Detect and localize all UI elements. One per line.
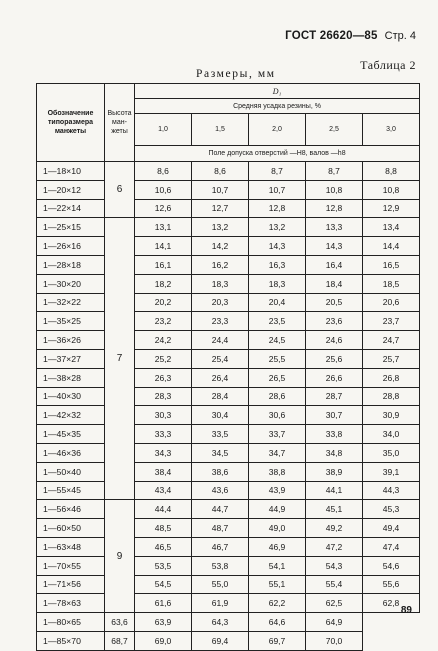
d1-value-cell: 8,7	[306, 162, 363, 181]
d1-value-cell: 34,8	[306, 443, 363, 462]
d1-value-cell: 38,6	[192, 462, 249, 481]
d1-value-cell: 34,3	[135, 443, 192, 462]
d1-value-cell: 34,7	[249, 443, 306, 462]
shrinkage-header: Средняя усадка резины, %	[135, 99, 420, 114]
d1-value-cell: 8,6	[192, 162, 249, 181]
table-row	[37, 331, 420, 350]
table-row	[37, 274, 420, 293]
d1-value-cell: 8,8	[363, 162, 420, 181]
d1-value-cell: 55,6	[363, 575, 420, 594]
table-body	[37, 162, 420, 651]
designation-cell: 1—45×35	[37, 425, 105, 444]
d1-value-cell: 24,4	[192, 331, 249, 350]
table-number: Таблица 2	[360, 58, 416, 72]
dimensions-table	[36, 83, 420, 651]
d1-value-cell: 30,9	[363, 406, 420, 425]
d1-value-cell: 62,5	[306, 594, 363, 613]
d1-value-cell: 45,1	[306, 500, 363, 519]
d1-value-cell: 20,2	[135, 293, 192, 312]
d1-value-cell: 28,8	[363, 387, 420, 406]
d1-value-cell: 61,9	[192, 594, 249, 613]
designation-cell: 1—42×32	[37, 406, 105, 425]
d1-value-cell: 33,5	[192, 425, 249, 444]
designation-cell: 1—28×18	[37, 255, 105, 274]
table-row	[37, 425, 420, 444]
d1-value-cell: 33,3	[135, 425, 192, 444]
d1-value-cell: 13,3	[306, 218, 363, 237]
table-row	[37, 255, 420, 274]
d1-value-cell: 46,9	[249, 537, 306, 556]
d1-value-cell: 26,4	[192, 368, 249, 387]
d1-value-cell: 14,4	[363, 237, 420, 256]
d1-value-cell: 10,6	[135, 180, 192, 199]
table-row	[37, 537, 420, 556]
d1-value-cell: 16,2	[192, 255, 249, 274]
d1-value-cell: 12,8	[249, 199, 306, 218]
d1-value-cell: 48,7	[192, 519, 249, 538]
d1-value-cell: 24,7	[363, 331, 420, 350]
shrinkage-value-header: 1,5	[192, 114, 249, 146]
designation-cell: 1—85×70	[37, 631, 105, 650]
d1-value-cell: 14,3	[249, 237, 306, 256]
table-row	[37, 594, 420, 613]
standard-code: ГОСТ 26620—85	[285, 30, 378, 42]
d1-value-cell: 54,3	[306, 556, 363, 575]
table-row	[37, 500, 420, 519]
d1-value-cell: 55,1	[249, 575, 306, 594]
d1-value-cell: 28,6	[249, 387, 306, 406]
d1-value-cell: 69,0	[135, 631, 192, 650]
d1-value-cell: 13,2	[249, 218, 306, 237]
d1-value-cell: 55,0	[192, 575, 249, 594]
d1-value-cell: 39,1	[363, 462, 420, 481]
d1-value-cell: 49,0	[249, 519, 306, 538]
d1-value-cell: 12,7	[192, 199, 249, 218]
d1-value-cell: 10,7	[249, 180, 306, 199]
d1-value-cell: 25,2	[135, 349, 192, 368]
page-number: 89	[400, 605, 412, 616]
table-row	[37, 556, 420, 575]
d1-value-cell: 34,0	[363, 425, 420, 444]
designation-cell: 1—71×56	[37, 575, 105, 594]
d1-value-cell: 23,3	[192, 312, 249, 331]
d1-value-cell: 25,5	[249, 349, 306, 368]
shrinkage-value-header: 2,5	[306, 114, 363, 146]
d1-value-cell: 24,6	[306, 331, 363, 350]
d1-value-cell: 63,9	[135, 613, 192, 632]
d1-value-cell: 33,7	[249, 425, 306, 444]
d1-value-cell: 44,1	[306, 481, 363, 500]
d1-value-cell: 47,4	[363, 537, 420, 556]
d1-value-cell: 43,9	[249, 481, 306, 500]
d1-value-cell: 10,7	[192, 180, 249, 199]
d1-value-cell: 30,3	[135, 406, 192, 425]
height-cell: 9	[105, 500, 135, 613]
table-row	[37, 180, 420, 199]
d1-value-cell: 25,6	[306, 349, 363, 368]
d1-value-cell: 25,7	[363, 349, 420, 368]
d1-value-cell: 38,4	[135, 462, 192, 481]
d1-value-cell: 12,6	[135, 199, 192, 218]
designation-cell: 1—55×45	[37, 481, 105, 500]
d1-value-cell: 44,4	[135, 500, 192, 519]
d1-value-cell: 18,3	[192, 274, 249, 293]
table-row	[37, 387, 420, 406]
designation-cell: 1—60×50	[37, 519, 105, 538]
d1-value-cell: 8,7	[249, 162, 306, 181]
d1-value-cell: 62,8	[363, 594, 420, 613]
d1-value-cell: 12,9	[363, 199, 420, 218]
height-header: Высота ман-жеты	[105, 84, 135, 162]
height-cell: 6	[105, 162, 135, 218]
table-row	[37, 462, 420, 481]
d1-value-cell: 38,9	[306, 462, 363, 481]
d1-value-cell: 13,1	[135, 218, 192, 237]
table-row	[37, 293, 420, 312]
d1-value-cell: 16,5	[363, 255, 420, 274]
d1-value-cell: 16,4	[306, 255, 363, 274]
d1-value-cell: 38,8	[249, 462, 306, 481]
designation-cell: 1—18×10	[37, 162, 105, 181]
designation-cell: 1—26×16	[37, 237, 105, 256]
d1-value-cell: 16,3	[249, 255, 306, 274]
d1-value-cell: 23,2	[135, 312, 192, 331]
table-row	[37, 519, 420, 538]
table-row	[37, 199, 420, 218]
d1-value-cell: 53,5	[135, 556, 192, 575]
d1-value-cell: 49,2	[306, 519, 363, 538]
page-header	[285, 30, 416, 42]
d1-value-cell: 23,6	[306, 312, 363, 331]
designation-cell: 1—40×30	[37, 387, 105, 406]
d1-value-cell: 18,4	[306, 274, 363, 293]
d1-value-cell: 20,4	[249, 293, 306, 312]
d1-value-cell: 13,4	[363, 218, 420, 237]
d1-value-cell: 13,2	[192, 218, 249, 237]
designation-cell: 1—36×26	[37, 331, 105, 350]
d1-value-cell: 28,7	[306, 387, 363, 406]
d1-value-cell: 53,8	[192, 556, 249, 575]
d1-value-cell: 54,1	[249, 556, 306, 575]
designation-cell: 1—37×27	[37, 349, 105, 368]
d1-value-cell: 69,7	[249, 631, 306, 650]
designation-cell: 1—38×28	[37, 368, 105, 387]
d1-value-cell: 44,7	[192, 500, 249, 519]
d1-value-cell: 70,0	[306, 631, 363, 650]
d1-value-cell: 23,7	[363, 312, 420, 331]
d1-value-cell: 55,4	[306, 575, 363, 594]
designation-cell: 1—32×22	[37, 293, 105, 312]
d1-value-cell: 10,8	[306, 180, 363, 199]
d1-value-cell: 30,6	[249, 406, 306, 425]
designation-cell: 1—70×55	[37, 556, 105, 575]
d1-value-cell: 14,2	[192, 237, 249, 256]
d1-value-cell: 46,5	[135, 537, 192, 556]
d1-value-cell: 23,5	[249, 312, 306, 331]
designation-cell: 1—63×48	[37, 537, 105, 556]
designation-cell: 1—78×63	[37, 594, 105, 613]
designation-cell: 1—46×36	[37, 443, 105, 462]
d1-value-cell: 26,3	[135, 368, 192, 387]
designation-cell: 1—80×65	[37, 613, 105, 632]
d1-value-cell: 44,3	[363, 481, 420, 500]
designation-cell: 1—30×20	[37, 274, 105, 293]
table-row	[37, 312, 420, 331]
page-label: Стр. 4	[384, 30, 416, 42]
d1-value-cell: 49,4	[363, 519, 420, 538]
d1-value-cell: 54,6	[363, 556, 420, 575]
d1-value-cell: 18,3	[249, 274, 306, 293]
d1-value-cell: 64,9	[306, 613, 363, 632]
d1-value-cell: 18,5	[363, 274, 420, 293]
d1-value-cell: 18,2	[135, 274, 192, 293]
designation-cell: 1—50×40	[37, 462, 105, 481]
shrinkage-value-header: 1,0	[135, 114, 192, 146]
table-row	[37, 613, 420, 632]
d1-value-cell: 43,4	[135, 481, 192, 500]
d1-value-cell: 20,3	[192, 293, 249, 312]
table-row	[37, 237, 420, 256]
d1-value-cell: 28,3	[135, 387, 192, 406]
table-row	[37, 631, 420, 650]
d1-header: D₁	[135, 84, 420, 99]
d1-value-cell: 62,2	[249, 594, 306, 613]
d1-value-cell: 26,6	[306, 368, 363, 387]
designation-cell: 1—56×46	[37, 500, 105, 519]
table-row	[37, 349, 420, 368]
designation-cell: 1—22×14	[37, 199, 105, 218]
d1-value-cell: 10,8	[363, 180, 420, 199]
d1-value-cell: 26,8	[363, 368, 420, 387]
d1-value-cell: 54,5	[135, 575, 192, 594]
table-row	[37, 368, 420, 387]
table-row	[37, 162, 420, 181]
d1-value-cell: 14,1	[135, 237, 192, 256]
height-cell: 7	[105, 218, 135, 500]
tolerance-header: Поле допуска отверстий —H8, валов —h8	[135, 146, 420, 162]
table-row	[37, 443, 420, 462]
d1-value-cell: 8,6	[135, 162, 192, 181]
designation-cell: 1—25×15	[37, 218, 105, 237]
table-row	[37, 481, 420, 500]
designation-cell: 1—35×25	[37, 312, 105, 331]
d1-value-cell: 61,6	[135, 594, 192, 613]
d1-value-cell: 26,5	[249, 368, 306, 387]
d1-value-cell: 46,7	[192, 537, 249, 556]
shrinkage-value-header: 3,0	[363, 114, 420, 146]
d1-value-cell: 28,4	[192, 387, 249, 406]
d1-value-cell: 33,8	[306, 425, 363, 444]
d1-value-cell: 34,5	[192, 443, 249, 462]
d1-value-cell: 48,5	[135, 519, 192, 538]
d1-value-cell: 25,4	[192, 349, 249, 368]
d1-value-cell: 44,9	[249, 500, 306, 519]
d1-value-cell: 20,5	[306, 293, 363, 312]
table-row	[37, 406, 420, 425]
d1-value-cell: 12,8	[306, 199, 363, 218]
table-row	[37, 575, 420, 594]
d1-value-cell: 20,6	[363, 293, 420, 312]
d1-value-cell: 43,6	[192, 481, 249, 500]
d1-value-cell: 69,4	[192, 631, 249, 650]
table-row	[37, 218, 420, 237]
d1-value-cell: 63,6	[105, 613, 135, 632]
d1-value-cell: 14,3	[306, 237, 363, 256]
d1-value-cell: 68,7	[105, 631, 135, 650]
sizes-caption: Размеры, мм	[196, 68, 276, 80]
designation-cell: 1—20×12	[37, 180, 105, 199]
d1-value-cell: 45,3	[363, 500, 420, 519]
d1-value-cell: 16,1	[135, 255, 192, 274]
d1-value-cell: 47,2	[306, 537, 363, 556]
d1-value-cell: 64,3	[192, 613, 249, 632]
d1-value-cell: 30,7	[306, 406, 363, 425]
d1-value-cell: 64,6	[249, 613, 306, 632]
d1-value-cell: 35,0	[363, 443, 420, 462]
d1-value-cell: 24,5	[249, 331, 306, 350]
d1-value-cell: 30,4	[192, 406, 249, 425]
shrinkage-value-header: 2,0	[249, 114, 306, 146]
designation-header: Обозначение типоразмера манжеты	[37, 84, 105, 162]
d1-value-cell: 24,2	[135, 331, 192, 350]
